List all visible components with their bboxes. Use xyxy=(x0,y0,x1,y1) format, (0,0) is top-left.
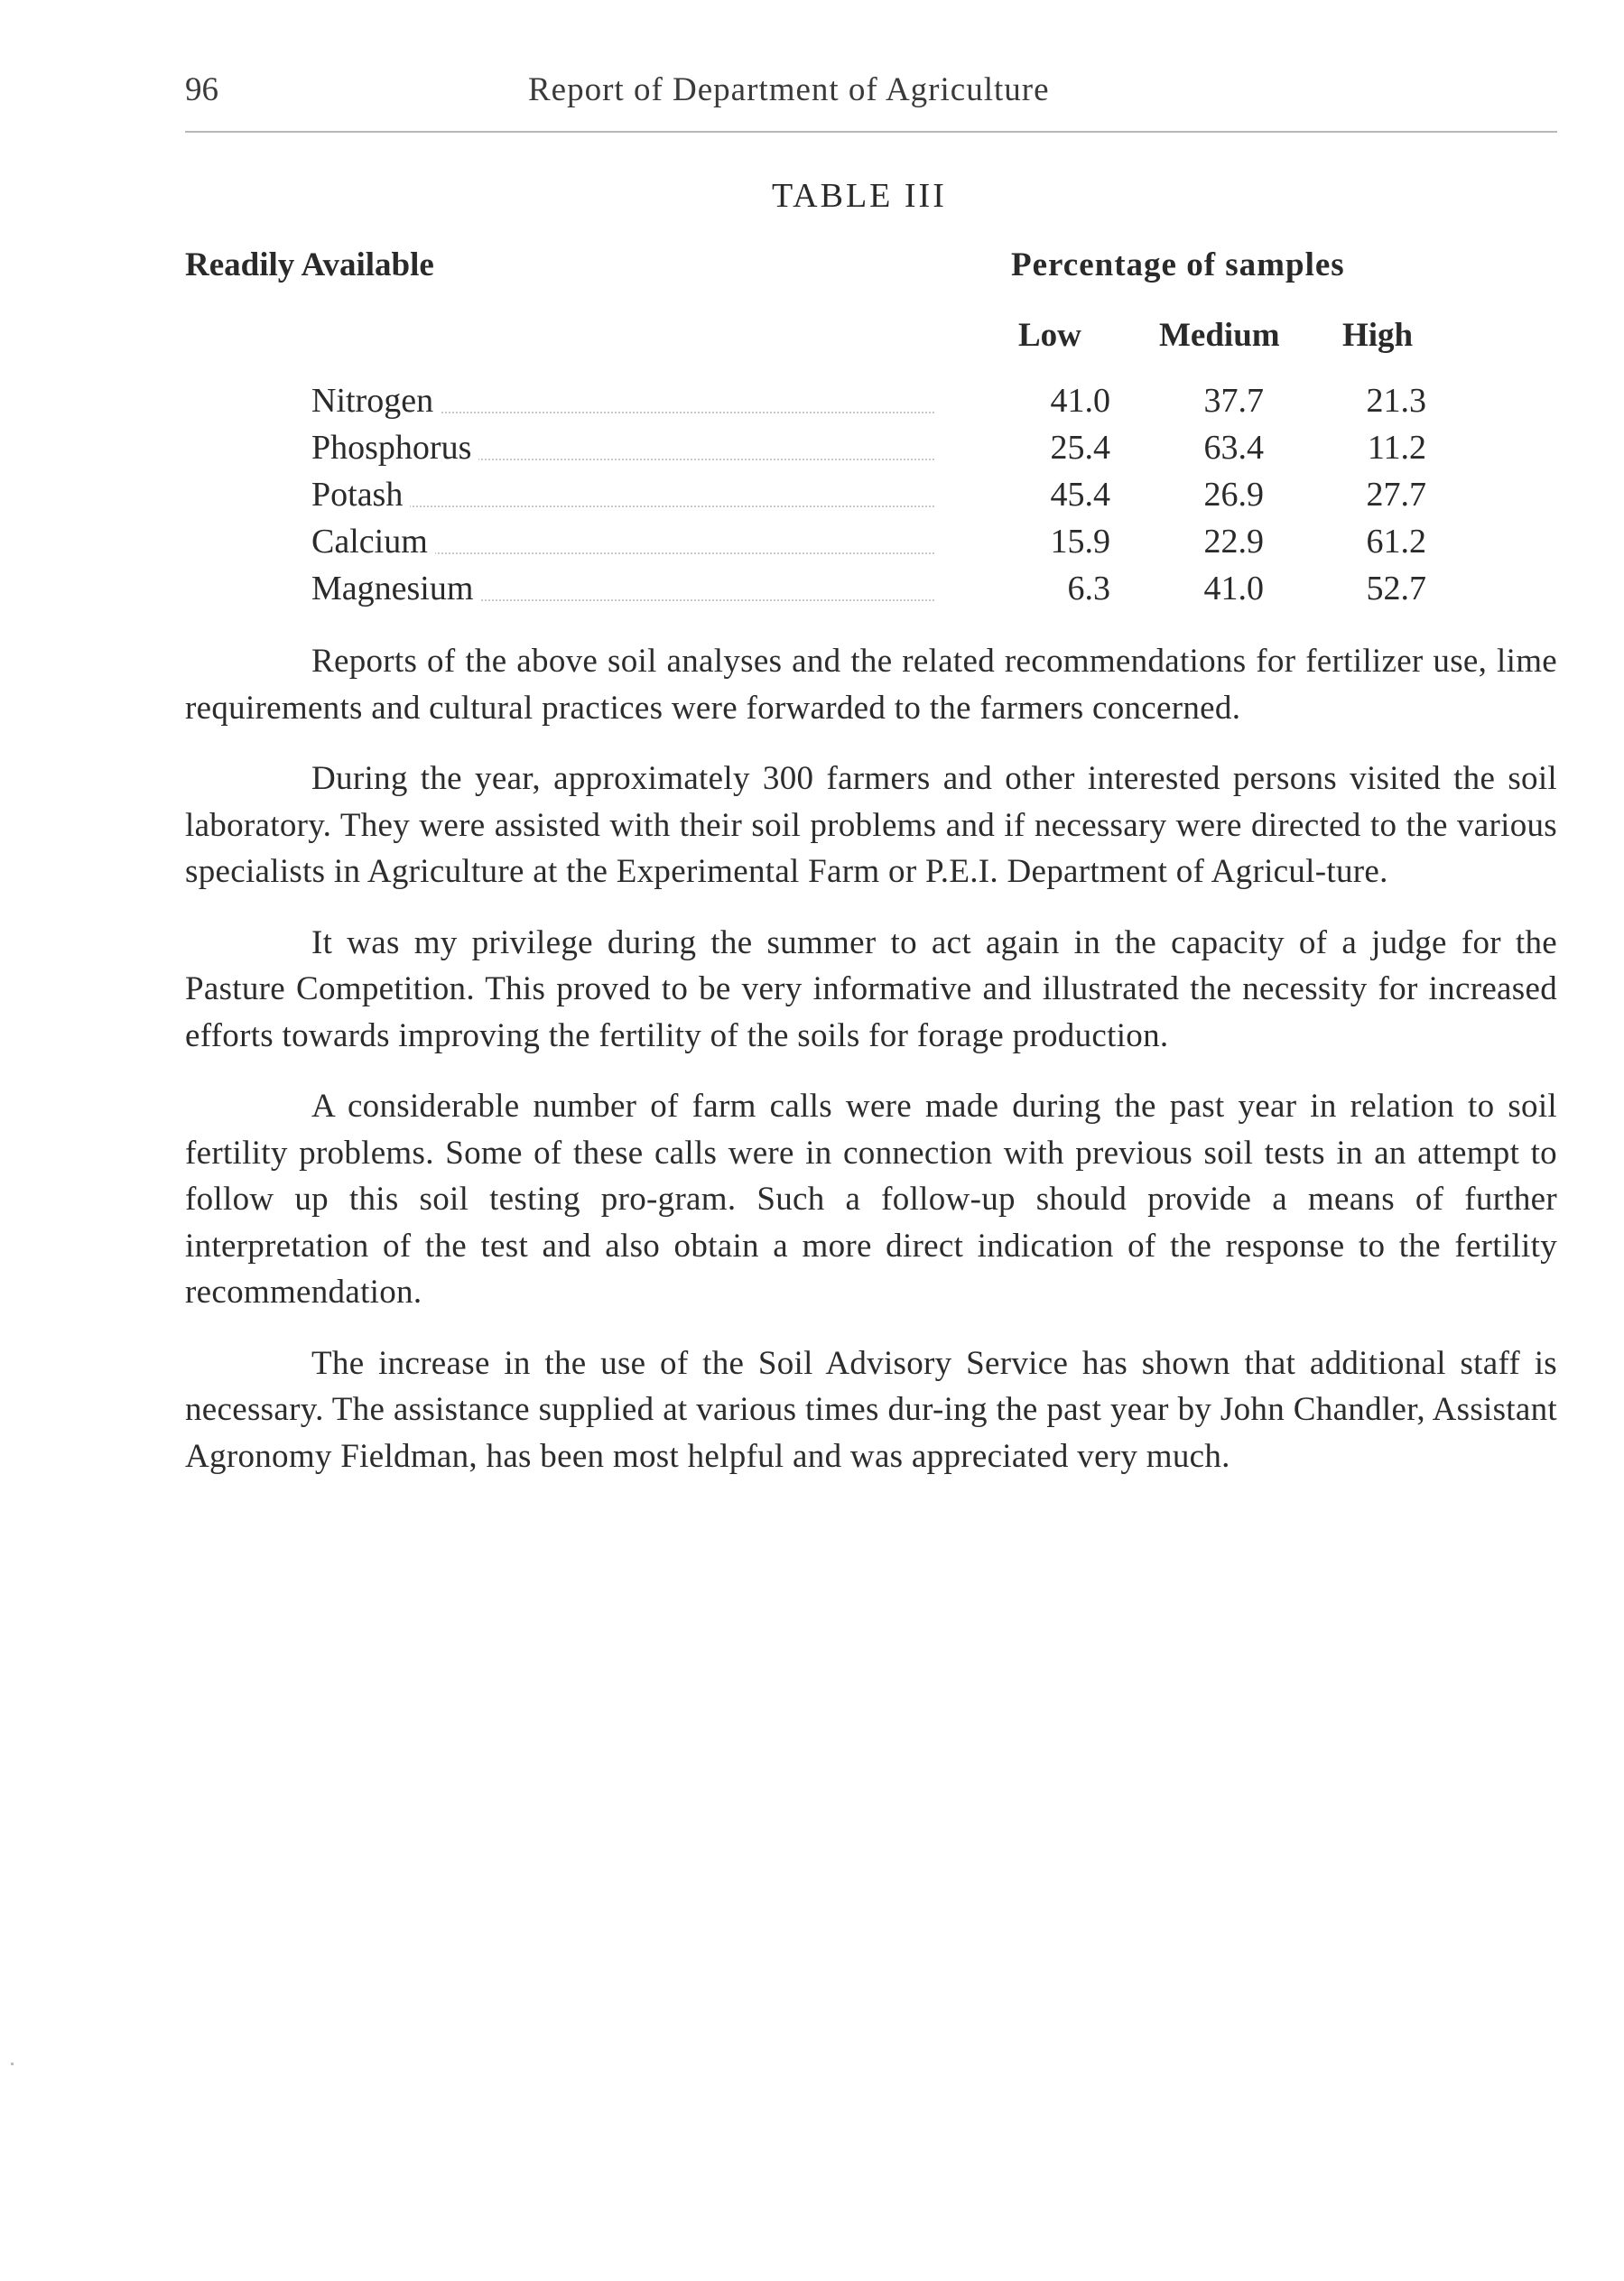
table-row xyxy=(0,381,1624,428)
cell-low: 45.4 xyxy=(1050,476,1110,514)
table-left-heading: Readily Available xyxy=(185,246,434,283)
cell-high: 52.7 xyxy=(1366,570,1426,607)
running-title: Report of Department of Agriculture xyxy=(528,71,1050,108)
column-header-low: Low xyxy=(1018,317,1081,354)
table-title: TABLE III xyxy=(772,177,947,215)
cell-low: 15.9 xyxy=(1050,523,1110,561)
cell-medium: 26.9 xyxy=(1203,476,1264,514)
table-row xyxy=(0,569,1624,616)
row-label: Phosphorus xyxy=(311,428,478,468)
table-row xyxy=(0,475,1624,522)
row-label: Calcium xyxy=(311,522,435,561)
scan-speck xyxy=(11,2063,14,2065)
column-header-high: High xyxy=(1342,317,1414,354)
cell-high: 11.2 xyxy=(1367,429,1426,467)
cell-medium: 63.4 xyxy=(1203,429,1264,467)
paragraph: The increase in the use of the Soil Advisory Service has shown that additional staff is necessary. The assistance supplied at various times dur-ing the past year by John Chandler, Assistant Agronomy Fieldman, has been most helpful and was appreciated very much. xyxy=(185,1344,1557,1475)
cell-high: 61.2 xyxy=(1366,523,1426,561)
table-row xyxy=(0,428,1624,475)
header-rule xyxy=(185,131,1557,133)
cell-medium: 41.0 xyxy=(1203,570,1264,607)
page-header xyxy=(185,70,1557,121)
cell-high: 27.7 xyxy=(1366,476,1426,514)
cell-low: 6.3 xyxy=(1067,570,1110,607)
row-label: Nitrogen xyxy=(311,381,441,421)
cell-medium: 37.7 xyxy=(1203,382,1264,420)
cell-medium: 22.9 xyxy=(1203,523,1264,561)
row-label: Magnesium xyxy=(311,569,480,608)
table-right-heading: Percentage of samples xyxy=(1011,246,1345,283)
table-row xyxy=(0,522,1624,569)
paragraph: It was my privilege during the summer to act again in the capacity of a judge for the Pasture Competition. This proved to be very informative and illustrated the necessity for increased efforts towards improving the fertility of the soils for forage production. xyxy=(185,923,1557,1054)
body-text xyxy=(185,638,1557,1504)
paragraph: During the year, approximately 300 farmers and other interested persons visited the soil laboratory. They were assisted with their soil problems and if necessary were directed to the various specialists in Agriculture at the Experimental Farm or P.E.I. Department of Agricul-ture. xyxy=(185,760,1557,890)
row-label: Potash xyxy=(311,475,410,515)
column-header-medium: Medium xyxy=(1159,317,1280,354)
paragraph: Reports of the above soil analyses and the related recommendations for fertilizer use, lime requirements and cultural practices were forwarded to the farmers concerned. xyxy=(185,643,1557,727)
paragraph: A considerable number of farm calls were made during the past year in relation to soil fertility problems. Some of these calls were in connection with previous soil tests in an attempt to follow up this soil testing pro-gram. Such a follow-up should provide a means of further interpretation of the test and also obtain a more direct indication of the response to the fertility recommendation. xyxy=(185,1088,1557,1311)
page-number: 96 xyxy=(185,71,218,108)
cell-high: 21.3 xyxy=(1366,382,1426,420)
cell-low: 25.4 xyxy=(1050,429,1110,467)
cell-low: 41.0 xyxy=(1050,382,1110,420)
